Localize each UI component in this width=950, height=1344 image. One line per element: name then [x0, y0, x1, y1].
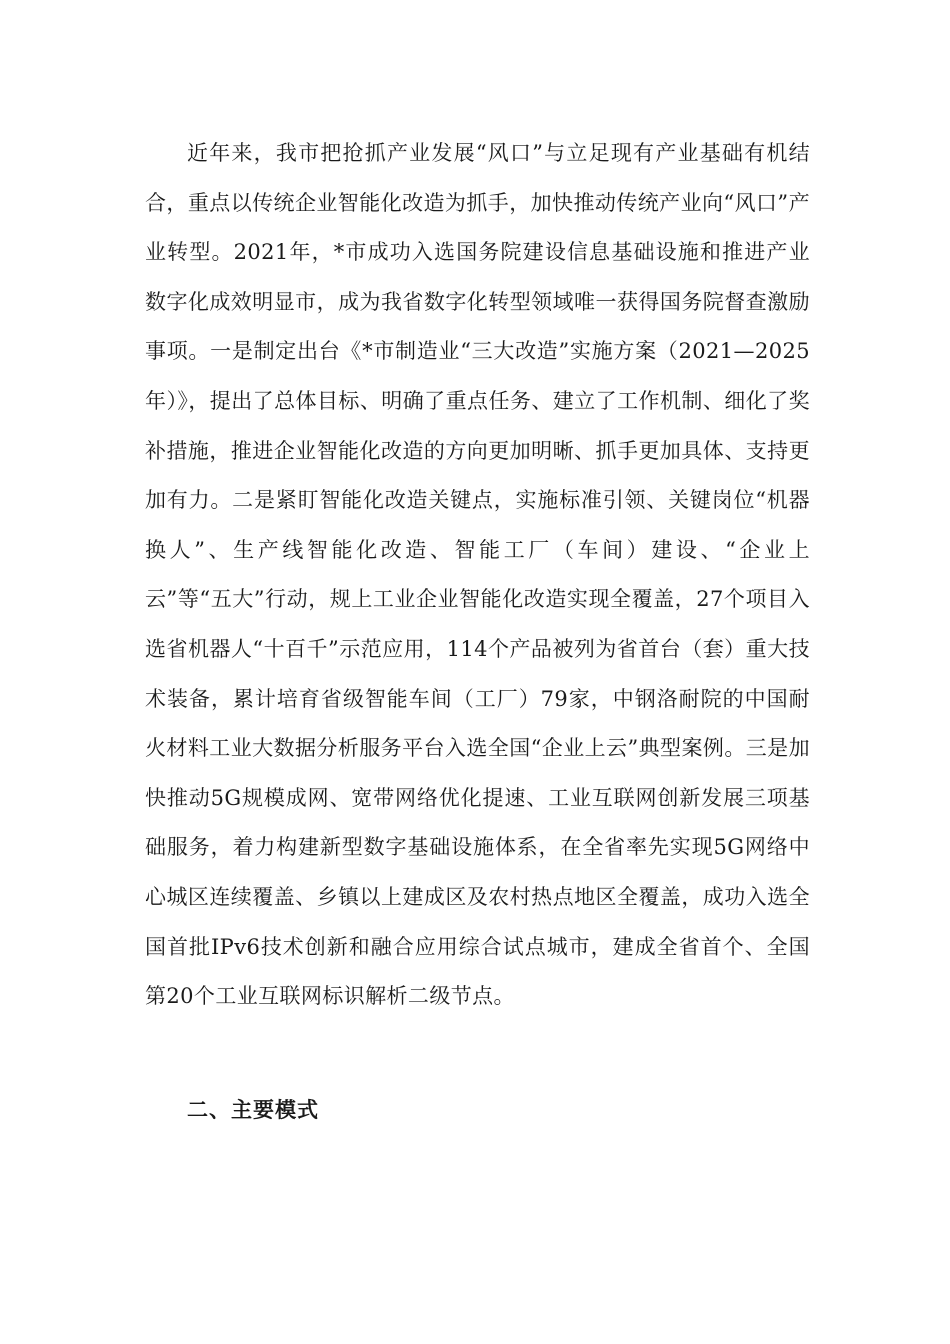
body-paragraph: 近年来，我市把抢抓产业发展“风口”与立足现有产业基础有机结合，重点以传统企业智能化改造为抓手，加快推动传统产业向“风口”产业转型。2021年，*市成功入选国务院建设信息基础设施和推进产业数字化成效明显市，成为我省数字化转型领域唯一获得国务院督查激励事项。一是制定出台《*市制造业“三大改造”实施方案（2021—2025年）》，提出了总体目标、明确了重点任务、建立了工作机制、细化了奖补措施，推进企业智能化改造的方向更加明晰、抓手更加具体、支持更加有力。二是紧盯智能化改造关键点，实施标准引领、关键岗位“机器换人”、生产线智能化改造、智能工厂（车间）建设、“企业上云”等“五大”行动，规上工业企业智能化改造实现全覆盖，27个项目入选省机器人“十百千”示范应用，114个产品被列为省首台（套）重大技术装备，累计培育省级智能车间（工厂）79家，中钢洛耐院的中国耐火材料工业大数据分析服务平台入选全国“企业上云”典型案例。三是加快推动5G规模成网、宽带网络优化提速、工业互联网创新发展三项基础服务，着力构建新型数字基础设施体系，在全省率先实现5G网络中心城区连续覆盖、乡镇以上建成区及农村热点地区全覆盖，成功入选全国首批IPv6技术创新和融合应用综合试点城市，建成全省首个、全国第20个工业互联网标识解析二级节点。 — [145, 141, 810, 1009]
section-heading: 二、主要模式 — [187, 1098, 319, 1122]
